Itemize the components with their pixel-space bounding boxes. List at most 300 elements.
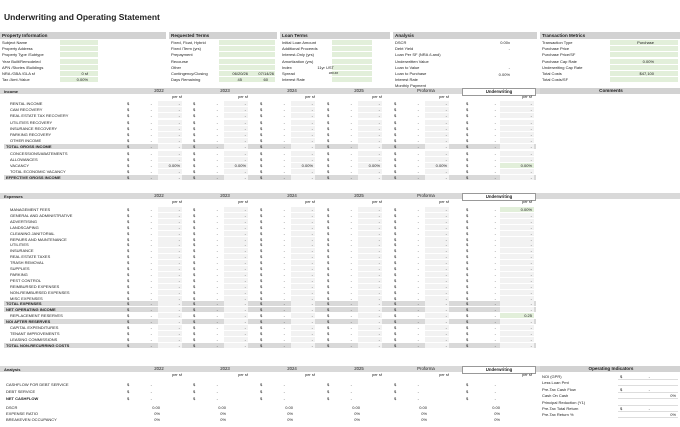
uw-per-sf-value: - (530, 107, 532, 113)
operating-value: 0% (670, 412, 676, 418)
analysis-value: 0% (421, 416, 427, 422)
analysis-value: 0.00 (218, 404, 226, 410)
year-value: - (283, 156, 285, 162)
dollar-sign: $ (127, 156, 130, 162)
year-value: - (150, 277, 152, 283)
uw-value: - (494, 301, 496, 307)
dollar-sign: $ (394, 224, 397, 230)
per-sf-value: - (178, 207, 180, 212)
dollar-sign: $ (260, 224, 263, 230)
year-header: 2022 (154, 366, 164, 371)
uw-per-sf-value: - (530, 150, 532, 156)
analysis-value: 0% (154, 416, 160, 422)
dollar-sign: $ (394, 277, 397, 283)
per-sf-value: - (311, 307, 313, 313)
loan-label: Initial Loan Amount (282, 40, 317, 45)
dollar-sign: $ (466, 107, 469, 113)
per-sf-value: - (244, 342, 246, 348)
dollar-sign: $ (466, 330, 469, 336)
per-sf-value: - (311, 169, 313, 175)
analysis-label: Debt Yield (395, 46, 414, 52)
dollar-sign: $ (394, 260, 397, 266)
dollar-sign: $ (193, 307, 196, 313)
per-sf-label: per sf (438, 199, 449, 204)
year-value: - (150, 218, 152, 224)
uw-per-sf-value: - (530, 175, 532, 181)
per-sf-value: - (244, 242, 246, 248)
dollar-sign: $ (466, 388, 469, 394)
year-value: - (150, 138, 152, 144)
uw-value: - (494, 175, 496, 181)
year-value: - (283, 295, 285, 301)
per-sf-value: - (378, 218, 380, 224)
loan-header: Loan Terms (280, 32, 390, 39)
year-value: - (150, 144, 152, 150)
dollar-sign: $ (466, 277, 469, 283)
per-sf-value: - (178, 107, 180, 113)
dollar-sign: $ (260, 295, 263, 301)
requested-label: Fixed, Float, Hybrid (171, 40, 206, 45)
analysis-value: 0% (220, 416, 226, 422)
year-value: - (350, 230, 352, 236)
property-input[interactable] (60, 40, 98, 45)
dollar-sign: $ (466, 319, 469, 325)
dollar-sign: $ (260, 236, 263, 242)
dollar-sign: $ (193, 330, 196, 336)
property-label: APN /Stories /Buildings (2, 64, 44, 70)
year-header: 2025 (354, 88, 364, 93)
dollar-sign: $ (394, 138, 397, 144)
year-value: - (417, 325, 419, 330)
uw-value: - (494, 325, 496, 330)
dollar-sign: $ (327, 175, 330, 181)
requested-input[interactable] (219, 46, 275, 51)
year-value: - (350, 254, 352, 260)
year-value: - (283, 313, 285, 319)
dollar-sign: $ (466, 144, 469, 150)
analysis-label: Loan to Purchase (395, 71, 427, 76)
dollar-sign: $ (127, 163, 130, 168)
transaction-label: Purchase Price/SF (542, 52, 576, 58)
analysis-value: 0% (154, 410, 160, 416)
per-sf-value: - (445, 156, 447, 162)
dollar-sign: $ (193, 101, 196, 106)
requested-input[interactable] (219, 52, 275, 57)
total-row-label: EFFECTIVE GROSS INCOME (6, 175, 61, 181)
year-value: - (350, 301, 352, 307)
dollar-sign: $ (327, 319, 330, 325)
line-item-label: OTHER INCOME (10, 138, 42, 144)
year-value: - (417, 336, 419, 342)
year-value: - (417, 218, 419, 224)
per-sf-value: - (178, 260, 180, 266)
dollar-sign: $ (394, 236, 397, 242)
per-sf-value: - (378, 230, 380, 236)
property-input[interactable] (60, 59, 98, 64)
analysis-label: NET CASHFLOW (6, 396, 39, 401)
year-header: 2022 (154, 88, 164, 93)
uw-value: - (494, 342, 496, 348)
year-value: - (216, 319, 218, 325)
per-sf-value: - (445, 342, 447, 348)
transaction-input[interactable] (610, 77, 678, 82)
year-value: - (150, 207, 152, 212)
dollar-sign: $ (260, 107, 263, 113)
year-value: - (216, 163, 218, 168)
dollar-sign: $ (327, 138, 330, 144)
loan-label: Interest-Only (yrs) (282, 52, 315, 58)
per-sf-value: - (378, 138, 380, 144)
dollar-sign: $ (327, 289, 330, 295)
total-row-label: TOTAL GROSS INCOME (6, 144, 52, 150)
year-value: - (216, 342, 218, 348)
operating-cell (618, 380, 678, 386)
total-row-label: TOTAL EXPENSES (6, 301, 42, 307)
uw-value: - (494, 113, 496, 119)
year-value: - (417, 266, 419, 271)
uw-value: - (494, 156, 496, 162)
per-sf-value: - (378, 242, 380, 248)
per-sf-label: per sf (438, 94, 449, 99)
transaction-label: Underwriting Cap Rate (542, 64, 583, 70)
dollar-sign: $ (127, 295, 130, 301)
dollar-sign: $ (127, 396, 130, 401)
year-value: - (216, 236, 218, 242)
cap-rate-value: 0.00% (642, 58, 654, 64)
line-item-label: CONCESSIONS/ABATEMENTS (10, 150, 68, 156)
transaction-type-value: Purchase (637, 40, 654, 45)
close-date-1: 06/20/26 (232, 71, 248, 76)
dollar-sign: $ (327, 212, 330, 218)
loan-input[interactable] (332, 59, 372, 64)
per-sf-value: - (378, 325, 380, 330)
year-value: - (417, 277, 419, 283)
per-sf-value: - (178, 277, 180, 283)
dollar-sign: $ (327, 236, 330, 242)
dollar-sign: $ (193, 336, 196, 342)
year-value: - (150, 156, 152, 162)
year-value: - (150, 119, 152, 125)
year-value: - (350, 266, 352, 271)
per-sf-value: - (445, 236, 447, 242)
uw-per-sf-value: - (530, 307, 532, 313)
total-costs-value: $47,100 (639, 71, 654, 76)
dollar-sign: $ (260, 207, 263, 212)
requested-input[interactable] (219, 59, 275, 64)
requested-label: Fixed /Term (yrs) (171, 46, 201, 52)
dollar-sign: $ (260, 342, 263, 348)
per-sf-value: - (244, 212, 246, 218)
year-value: - (417, 132, 419, 137)
analysis-uw-value: - (494, 382, 496, 387)
year-header: 2025 (354, 366, 364, 371)
dollar-sign: $ (193, 230, 196, 236)
close-date-2: 07/14/26 (258, 71, 274, 76)
dollar-sign: $ (260, 307, 263, 313)
uw-value: - (494, 150, 496, 156)
transaction-label: Total Costs (542, 71, 562, 76)
dollar-sign: $ (394, 107, 397, 113)
dollar-sign: $ (193, 218, 196, 224)
per-sf-value: - (378, 101, 380, 106)
per-sf-value: - (378, 144, 380, 150)
dollar-sign: $ (327, 325, 330, 330)
analysis-value: - (283, 382, 285, 387)
dollar-sign: $ (127, 248, 130, 254)
uw-per-sf-value: - (530, 283, 532, 289)
per-sf-value: - (178, 301, 180, 307)
uw-value: - (494, 307, 496, 313)
dollar-sign: $ (260, 266, 263, 271)
per-sf-value: - (445, 289, 447, 295)
per-sf-value: - (178, 218, 180, 224)
uw-per-sf-value: - (530, 125, 532, 131)
requested-label: Prepayment (171, 52, 193, 58)
dollar-sign: $ (394, 163, 397, 168)
dollar-sign: $ (127, 277, 130, 283)
transaction-input[interactable] (610, 52, 678, 57)
dollar-sign: $ (127, 113, 130, 119)
year-value: - (283, 138, 285, 144)
year-header: 2023 (220, 366, 230, 371)
year-value: - (417, 230, 419, 236)
operating-value: - (648, 374, 650, 379)
dollar-sign: $ (466, 224, 469, 230)
year-value: - (216, 283, 218, 289)
year-value: - (283, 144, 285, 150)
year-value: - (150, 260, 152, 266)
dollar-sign: $ (127, 325, 130, 330)
per-sf-value: - (378, 254, 380, 260)
per-sf-value: - (445, 277, 447, 283)
per-sf-label: per sf (521, 199, 532, 204)
transaction-header: Transaction Metrics (540, 32, 680, 39)
requested-label: Recourse (171, 58, 189, 64)
requested-input[interactable] (219, 65, 275, 70)
dollar-sign: $ (260, 254, 263, 260)
year-value: - (350, 175, 352, 181)
analysis-value: 0% (287, 416, 293, 422)
year-header: 2023 (220, 193, 230, 198)
uw-per-sf-value: - (530, 342, 532, 348)
analysis-uw-value: - (494, 388, 496, 394)
year-value: - (283, 283, 285, 289)
year-header: 2024 (287, 88, 297, 93)
uw-per-sf-value: - (530, 156, 532, 162)
per-sf-value: - (378, 175, 380, 181)
operating-label: Pre-Tax Total Return (542, 406, 579, 411)
per-sf-value: - (311, 132, 313, 137)
dollar-sign: $ (260, 271, 263, 277)
dollar-sign: $ (394, 254, 397, 260)
uw-value: - (494, 319, 496, 325)
dollar-sign: $ (327, 313, 330, 319)
operating-label: NOI (GPR) (542, 374, 562, 379)
per-sf-value: - (244, 283, 246, 289)
analysis-value: - (350, 382, 352, 387)
per-sf-value: - (445, 295, 447, 301)
dollar-sign: $ (193, 266, 196, 271)
year-value: - (417, 163, 419, 168)
year-value: - (216, 301, 218, 307)
dollar-sign: $ (127, 388, 130, 394)
dollar-sign: $ (127, 336, 130, 342)
per-sf-value: - (178, 119, 180, 125)
per-sf-value: - (445, 119, 447, 125)
per-sf-value: - (244, 254, 246, 260)
property-label: Property Address (2, 46, 33, 52)
per-sf-value: - (311, 336, 313, 342)
per-sf-value: - (311, 248, 313, 254)
property-header: Property Information (0, 32, 166, 39)
requested-label: Contingency/Closing (171, 71, 208, 76)
property-input[interactable] (60, 65, 98, 70)
dollar-sign: $ (327, 163, 330, 168)
line-item-label: INSURANCE RECOVERY (10, 125, 58, 131)
dollar-sign: $ (193, 295, 196, 301)
analysis-label: DSCR (6, 404, 18, 410)
dollar-sign: $ (466, 236, 469, 242)
per-sf-value: - (244, 169, 246, 175)
year-value: - (216, 230, 218, 236)
year-value: - (283, 319, 285, 325)
per-sf-value: - (311, 342, 313, 348)
per-sf-label: per sf (171, 372, 182, 377)
year-header: 2022 (154, 193, 164, 198)
per-sf-value: - (178, 325, 180, 330)
year-value: - (216, 207, 218, 212)
year-value: - (417, 138, 419, 144)
per-sf-value: - (244, 175, 246, 181)
per-sf-value: - (445, 101, 447, 106)
per-sf-value: - (311, 156, 313, 162)
year-header: 2023 (220, 88, 230, 93)
dollar-sign: $ (394, 125, 397, 131)
year-value: - (417, 125, 419, 131)
dollar-sign: $ (327, 224, 330, 230)
dollar-sign: $ (620, 386, 623, 392)
uw-per-sf-value: 0.25 (524, 313, 532, 319)
year-value: - (216, 325, 218, 330)
year-value: - (216, 107, 218, 113)
per-sf-value: - (244, 313, 246, 319)
per-sf-value: - (311, 289, 313, 295)
per-sf-value: - (244, 271, 246, 277)
dollar-sign: $ (127, 224, 130, 230)
uw-value: - (494, 230, 496, 236)
uw-value: - (494, 236, 496, 242)
year-value: - (150, 113, 152, 119)
dollar-sign: $ (260, 277, 263, 283)
per-sf-value: - (311, 175, 313, 181)
property-input[interactable] (60, 46, 98, 51)
per-sf-value: - (244, 207, 246, 212)
per-sf-value: - (311, 224, 313, 230)
analysis-value: 0.00 (352, 404, 360, 410)
year-value: - (350, 236, 352, 242)
dollar-sign: $ (394, 396, 397, 401)
analysis-label: CASHFLOW FOR DEBT SERVICE (6, 382, 69, 387)
uw-value: - (494, 283, 496, 289)
dollar-sign: $ (193, 125, 196, 131)
dollar-sign: $ (327, 295, 330, 301)
year-value: - (283, 107, 285, 113)
per-sf-value: - (378, 319, 380, 325)
year-value: - (216, 289, 218, 295)
dollar-sign: $ (394, 144, 397, 150)
per-sf-value: - (378, 266, 380, 271)
uw-value: - (494, 212, 496, 218)
loan-input[interactable] (332, 77, 372, 82)
loan-input[interactable] (332, 52, 372, 57)
dollar-sign: $ (466, 113, 469, 119)
dollar-sign: $ (394, 212, 397, 218)
dollar-sign: $ (127, 230, 130, 236)
per-sf-label: per sf (521, 94, 532, 99)
per-sf-value: - (244, 248, 246, 254)
dollar-sign: $ (327, 101, 330, 106)
per-sf-value: - (244, 330, 246, 336)
uw-per-sf-value: - (530, 301, 532, 307)
year-value: - (417, 319, 419, 325)
year-value: - (350, 132, 352, 137)
dollar-sign: $ (193, 212, 196, 218)
dollar-sign: $ (466, 307, 469, 313)
uw-value: - (494, 242, 496, 248)
year-value: - (216, 307, 218, 313)
analysis-value: - (216, 388, 218, 394)
year-value: - (350, 319, 352, 325)
year-value: - (216, 248, 218, 254)
loan-input[interactable] (332, 40, 372, 45)
per-sf-value: - (244, 301, 246, 307)
property-input[interactable] (60, 52, 98, 57)
per-sf-value: - (178, 319, 180, 325)
transaction-input[interactable] (610, 46, 678, 51)
dollar-sign: $ (193, 342, 196, 348)
per-sf-value: - (178, 132, 180, 137)
year-value: - (283, 113, 285, 119)
per-sf-value: - (178, 283, 180, 289)
year-value: - (350, 156, 352, 162)
uw-per-sf-value: - (530, 113, 532, 119)
dollar-sign: $ (466, 295, 469, 301)
dollar-sign: $ (327, 307, 330, 313)
year-value: - (283, 260, 285, 266)
dollar-sign: $ (466, 396, 469, 401)
requested-input[interactable] (219, 40, 275, 45)
loan-input[interactable] (332, 65, 372, 70)
analysis-label: EXPENSE RATIO (6, 410, 38, 416)
year-value: - (350, 224, 352, 230)
line-item-label: REPLACEMENT RESERVES (10, 313, 63, 319)
loan-input[interactable] (332, 46, 372, 51)
dollar-sign: $ (394, 230, 397, 236)
per-sf-value: - (244, 325, 246, 330)
transaction-input[interactable] (610, 65, 678, 70)
year-value: - (417, 254, 419, 260)
uw-per-sf-value: - (530, 218, 532, 224)
loan-input[interactable] (332, 71, 372, 76)
year-value: - (283, 307, 285, 313)
operating-label: Cash On Cash (542, 393, 569, 399)
per-sf-value: - (445, 301, 447, 307)
per-sf-value: - (378, 224, 380, 230)
per-sf-label: per sf (371, 199, 382, 204)
year-value: - (350, 336, 352, 342)
per-sf-value: - (445, 266, 447, 271)
dollar-sign: $ (193, 242, 196, 248)
